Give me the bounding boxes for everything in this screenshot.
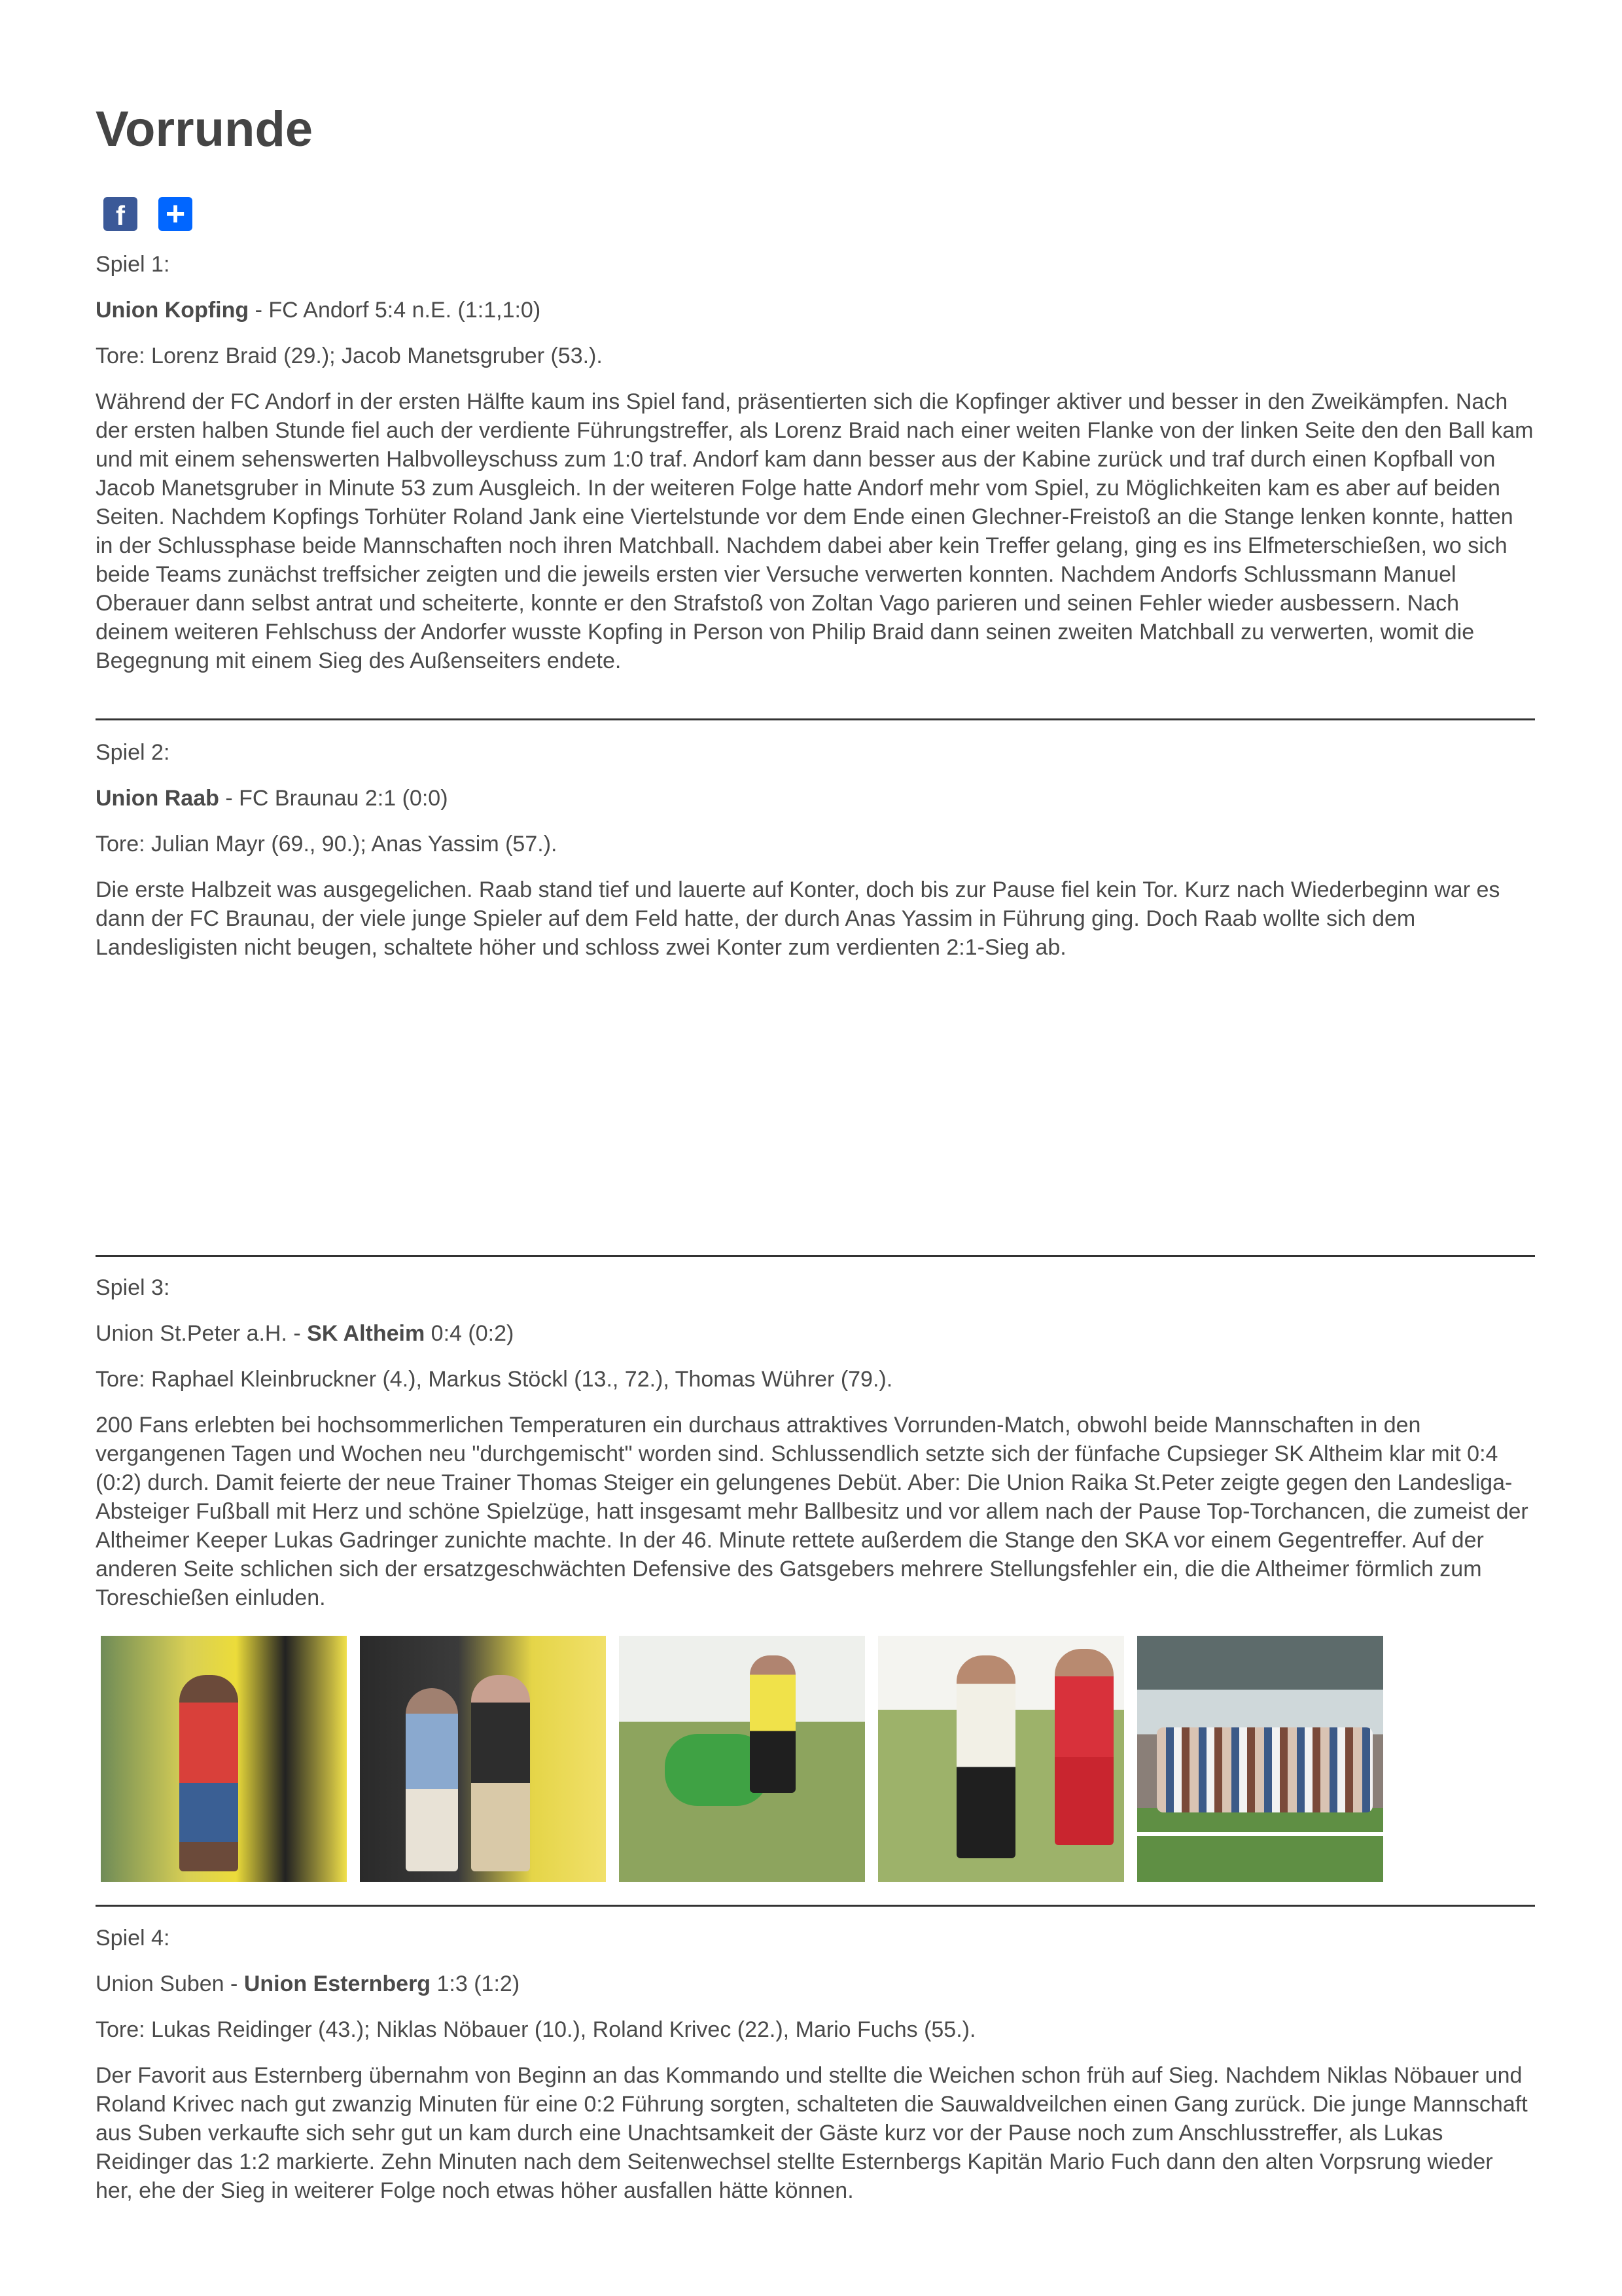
game-result (96, 296, 1535, 325)
separator: - (219, 786, 239, 811)
goal-scorers: Tore: Julian Mayr (69., 90.); Anas Yassim (57.). (96, 832, 557, 857)
game-label: Spiel 2: (96, 740, 170, 765)
gallery-photo-coach[interactable] (101, 1636, 347, 1882)
game-1 (96, 250, 1535, 675)
separator: - (287, 1321, 308, 1346)
game-2 (96, 738, 1535, 962)
game-report: 200 Fans erlebten bei hochsommerlichen Temperaturen ein durchaus attraktives Vorrunden-Match, obwohl beide Mannschaften in den vergangenen Tagen und Wochen neu "durchgemischt" worden sind. Schlussendlich setzte sich der fünfache Cupsieger SK Altheim klar mit 0:4 (0:2) durch. Damit feierte der neue Trainer Thomas Steiger ein gelungenes Debüt. Aber: Die Union Raika St.Peter zeigte gegen den Landesliga-Absteiger Fußball mit Herz und schöne Spielzüge, hatt insgesamt mehr Ballbesitz und vor allem nach der Pause Top-Torchancen, die zumeist der Altheimer Keeper Lukas Gadringer zunichte machte. In der 46. Minute rettete außerdem die Stange den SKA vor einem Gegentreffer. Auf der anderen Seite schlichen sich der ersatzgeschwächten Defensive des Gatsgebers mehrere Stellungsfehler ein, die die Altheimer förmlich zum Toreschießen einluden. (96, 1413, 1528, 1610)
game-result (96, 784, 1535, 813)
divider (96, 718, 1535, 720)
away-team: FC Braunau (239, 786, 359, 811)
goal-scorers: Tore: Raphael Kleinbruckner (4.), Markus Stöckl (13., 72.), Thomas Wührer (79.). (96, 1367, 893, 1392)
score: 5:4 n.E. (1:1,1:0) (368, 298, 541, 323)
game-report: Der Favorit aus Esternberg übernahm von Beginn an das Kommando und stellte die Weichen schon früh auf Sieg. Nachdem Niklas Nöbauer und Roland Krivec nach gut zwanzig Minuten für eine 0:2 Führung sorgten, schalteten die Sauwaldveilchen einen Gang zurück. Die junge Mannschaft aus Suben verkaufte sich sehr gut un kam durch eine Unachtsamkeit der Gäste kurz vor der Pause noch zum Anschlusstreffer, als Lukas Reidinger das 1:2 markierte. Zehn Minuten nach dem Seitenwechsel stellte Esternbergs Kapitän Mario Fuch dann den alten Vorpsrung wieder her, ehe der Sieg in weiterer Folge noch etwas höher ausfallen hätte können. (96, 2063, 1528, 2203)
game-label: Spiel 4: (96, 1926, 170, 1951)
game-report: Die erste Halbzeit was ausgegelichen. Raab stand tief und lauerte auf Konter, doch bis zur Pause fiel kein Tor. Kurz nach Wiederbeginn war es dann der FC Braunau, der viele junge Spieler auf dem Feld hatte, der durch Anas Yassim in Führung ging. Doch Raab wollte sich dem Landesligisten nicht beugen, schaltete höher und schloss zwei Konter zum verdienten 2:1-Sieg ab. (96, 877, 1500, 960)
home-team: Union Suben (96, 1971, 224, 1996)
score: 1:3 (1:2) (431, 1971, 520, 1996)
game-4 (96, 1924, 1535, 2205)
game-result (96, 1319, 1535, 1348)
divider (96, 1255, 1535, 1257)
game-label: Spiel 1: (96, 252, 170, 277)
gallery-photo-goalkeeper[interactable] (619, 1636, 865, 1882)
gallery-photo-bench[interactable] (360, 1636, 606, 1882)
share-bar (103, 197, 192, 231)
away-team: FC Andorf (268, 298, 369, 323)
score: 0:4 (0:2) (425, 1321, 514, 1346)
away-team: Union Esternberg (243, 1971, 431, 1996)
gallery-photo-player[interactable] (878, 1636, 1124, 1882)
home-team: Union Kopfing (96, 298, 249, 323)
gallery-photo-fans[interactable] (1137, 1636, 1383, 1882)
game-result (96, 1969, 1535, 1998)
game-report: Während der FC Andorf in der ersten Hälfte kaum ins Spiel fand, präsentierten sich die Kopfinger aktiver und besser in den Zweikämpfen. Nach der ersten halben Stunde fiel auch der verdiente Führungstreffer, als Lorenz Braid nach einer weiten Flanke von der linken Seite den den Ball kam und mit einem sehenswerten Halbvolleyschuss zum 1:0 traf. Andorf kam dann besser aus der Kabine zurück und traf durch einen Kopfball von Jacob Manetsgruber in Minute 53 zum Ausgleich. In der weiteren Folge hatte Andorf mehr vom Spiel, zu Möglichkeiten kam es aber auf beiden Seiten. Nachdem Kopfings Torhüter Roland Jank eine Viertelstunde vor dem Ende einen Glechner-Freistoß an die Stange lenken konnte, hatten in der Schlussphase beide Mannschaften noch ihren Matchball. Nachdem dabei aber kein Treffer gelang, ging es ins Elfmeterschießen, wo sich beide Teams zunächst treffsicher zeigten und die jeweils ersten vier Versuche verwerten konnten. Nachdem Andorfs Schlussmann Manuel Oberauer dann selbst antrat und scheiterte, konnte er den Strafstoß von Zoltan Vago parieren und seinen Fehler wieder ausbessern. Nach deinem weiteren Fehlschuss der Andorfer wusste Kopfing in Person von Philip Braid dann seinen zweiten Matchball zu verwerten, womit die Begegnung mit einem Sieg des Außenseiters endete. (96, 389, 1534, 673)
facebook-share-icon[interactable]: f (103, 197, 137, 231)
divider (96, 1905, 1535, 1907)
photo-gallery (101, 1636, 1383, 1882)
goal-scorers: Tore: Lorenz Braid (29.); Jacob Manetsgruber (53.). (96, 344, 603, 368)
game-3 (96, 1273, 1535, 1612)
away-team: SK Altheim (307, 1321, 425, 1346)
home-team: Union St.Peter a.H. (96, 1321, 287, 1346)
game-label: Spiel 3: (96, 1275, 170, 1300)
score: 2:1 (0:0) (359, 786, 448, 811)
page-title: Vorrunde (96, 101, 313, 157)
home-team: Union Raab (96, 786, 219, 811)
more-share-icon[interactable]: + (158, 197, 192, 231)
separator: - (249, 298, 269, 323)
separator: - (224, 1971, 244, 1996)
goal-scorers: Tore: Lukas Reidinger (43.); Niklas Nöbauer (10.), Roland Krivec (22.), Mario Fuchs (55.). (96, 2017, 976, 2042)
